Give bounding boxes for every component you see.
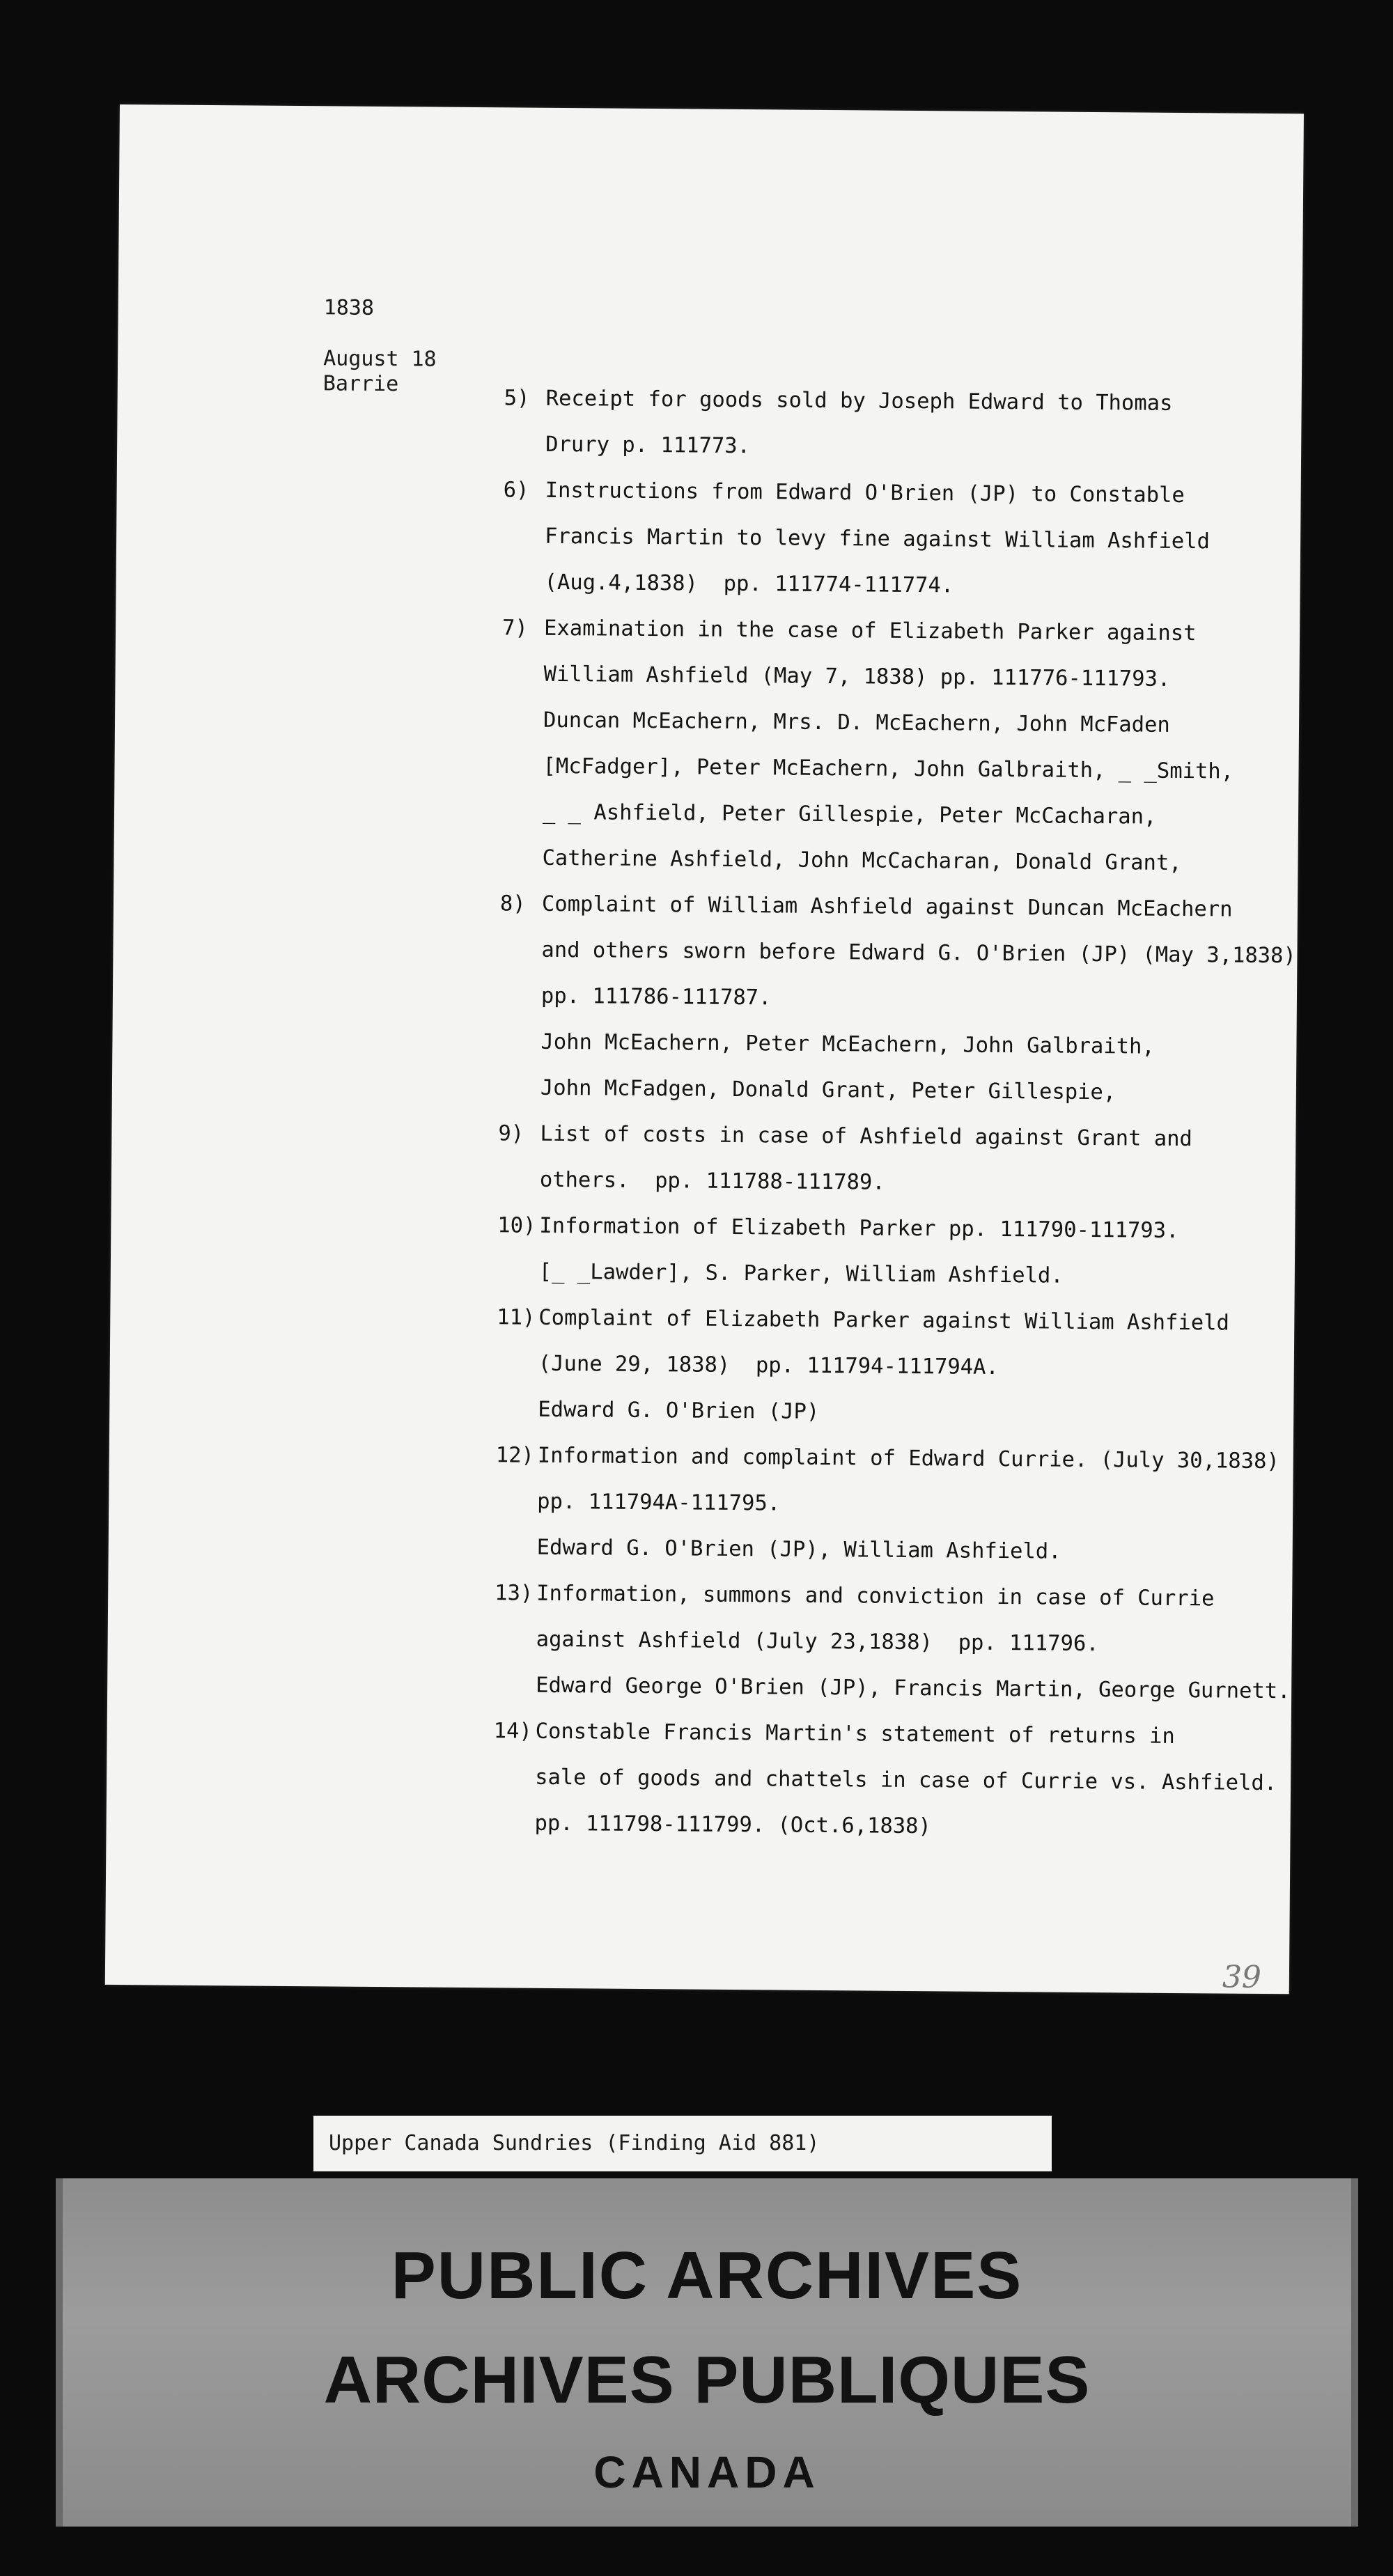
document-year: 1838 [323,295,375,320]
list-item [117,373,1302,474]
entry-line: John McEachern, Peter McEachern, John Galbraith, [540,1029,1155,1059]
entry-number: 13) [495,1581,534,1606]
list-item [109,1292,1295,1439]
date-line: August 18 [323,346,437,372]
list-item [112,878,1298,1117]
entry-line: John McFadgen, Donald Grant, Peter Gillespie, [540,1075,1116,1105]
entry-number: 7) [501,616,528,641]
entry-line: Complaint of Elizabeth Parker against William Ashfield [538,1305,1230,1336]
entry-line: and others sworn before Edward G. O'Brien (JP) (May 3,1838) [541,937,1296,969]
list-item [116,465,1301,611]
entry-line: [_ _Lawder], S. Parker, William Ashfield. [538,1259,1064,1288]
entry-line: Drury p. 111773. [545,432,751,459]
list-item [111,1108,1296,1209]
entry-line: pp. 111798-111799. (Oct.6,1838) [534,1811,932,1839]
entry-line: Edward G. O'Brien (JP) [538,1397,820,1424]
entry-line: Information of Elizabeth Parker pp. 111790-111793. [539,1213,1179,1243]
entry-line: Information, summons and conviction in case of Currie [536,1581,1215,1611]
document-page [105,104,1304,1994]
entry-line: Information and complaint of Edward Currie. (July 30,1838) [537,1443,1279,1474]
entry-line: Complaint of William Ashfield against Duncan McEachern [541,891,1233,922]
entry-line: [McFadger], Peter McEachern, John Galbraith, _ _Smith, [543,754,1234,784]
entry-line: Duncan McEachern, Mrs. D. McEachern, John McFaden [543,708,1170,737]
entry-number: 5) [504,386,530,411]
entry-line: against Ashfield (July 23,1838) pp. 111796. [536,1627,1099,1657]
entry-line: (June 29, 1838) pp. 111794-111794A. [538,1351,999,1380]
stamp-line-french: ARCHIVES PUBLIQUES [323,2343,1091,2417]
entry-line: Edward G. O'Brien (JP), William Ashfield. [536,1535,1061,1564]
list-item [107,1568,1293,1715]
entry-line: _ _ Ashfield, Peter Gillespie, Peter McCacharan, [542,799,1157,829]
entry-number: 8) [499,891,526,916]
entry-number: 11) [497,1305,536,1330]
entry-line: pp. 111794A-111795. [537,1489,781,1516]
place-line: Barrie [322,371,399,397]
entry-line: List of costs in case of Ashfield against Grant and [540,1121,1193,1152]
list-item [108,1430,1293,1577]
entry-number: 9) [498,1121,524,1146]
list-item [114,602,1300,887]
entry-line: others. pp. 111788-111789. [539,1167,885,1195]
entry-line: sale of goods and chattels in case of Currie vs. Ashfield. [535,1765,1277,1796]
list-item [106,1705,1291,1852]
page-number: 39 [1222,1959,1262,1995]
entry-number: 14) [493,1719,532,1744]
entry-line: Catherine Ashfield, John McCacharan, Donald Grant, [542,845,1182,876]
archives-stamp [56,2178,1358,2527]
entry-line: Examination in the case of Elizabeth Parker against [543,616,1197,646]
entry-line: Edward George O'Brien (JP), Francis Martin, George Gurnett. [536,1673,1291,1704]
entry-number: 12) [495,1443,535,1468]
list-item [111,1200,1295,1301]
entry-number: 10) [497,1213,536,1238]
entry-line: Constable Francis Martin's statement of returns in [535,1719,1175,1749]
entry-line: (Aug.4,1838) pp. 111774-111774. [544,570,954,598]
stamp-line-country: CANADA [593,2447,820,2497]
entry-line: William Ashfield (May 7, 1838) pp. 111776-111793. [543,662,1171,692]
stamp-line-english: PUBLIC ARCHIVES [391,2238,1023,2313]
entry-line: pp. 111786-111787. [540,983,772,1010]
entry-line: Francis Martin to levy fine against William Ashfield [545,524,1211,554]
entry-number: 6) [503,478,529,503]
finding-aid-label: Upper Canada Sundries (Finding Aid 881) [313,2116,1052,2171]
entry-list [106,373,1302,1852]
entry-line: Receipt for goods sold by Joseph Edward to Thomas [545,386,1173,416]
entry-line: Instructions from Edward O'Brien (JP) to Constable [545,478,1185,508]
